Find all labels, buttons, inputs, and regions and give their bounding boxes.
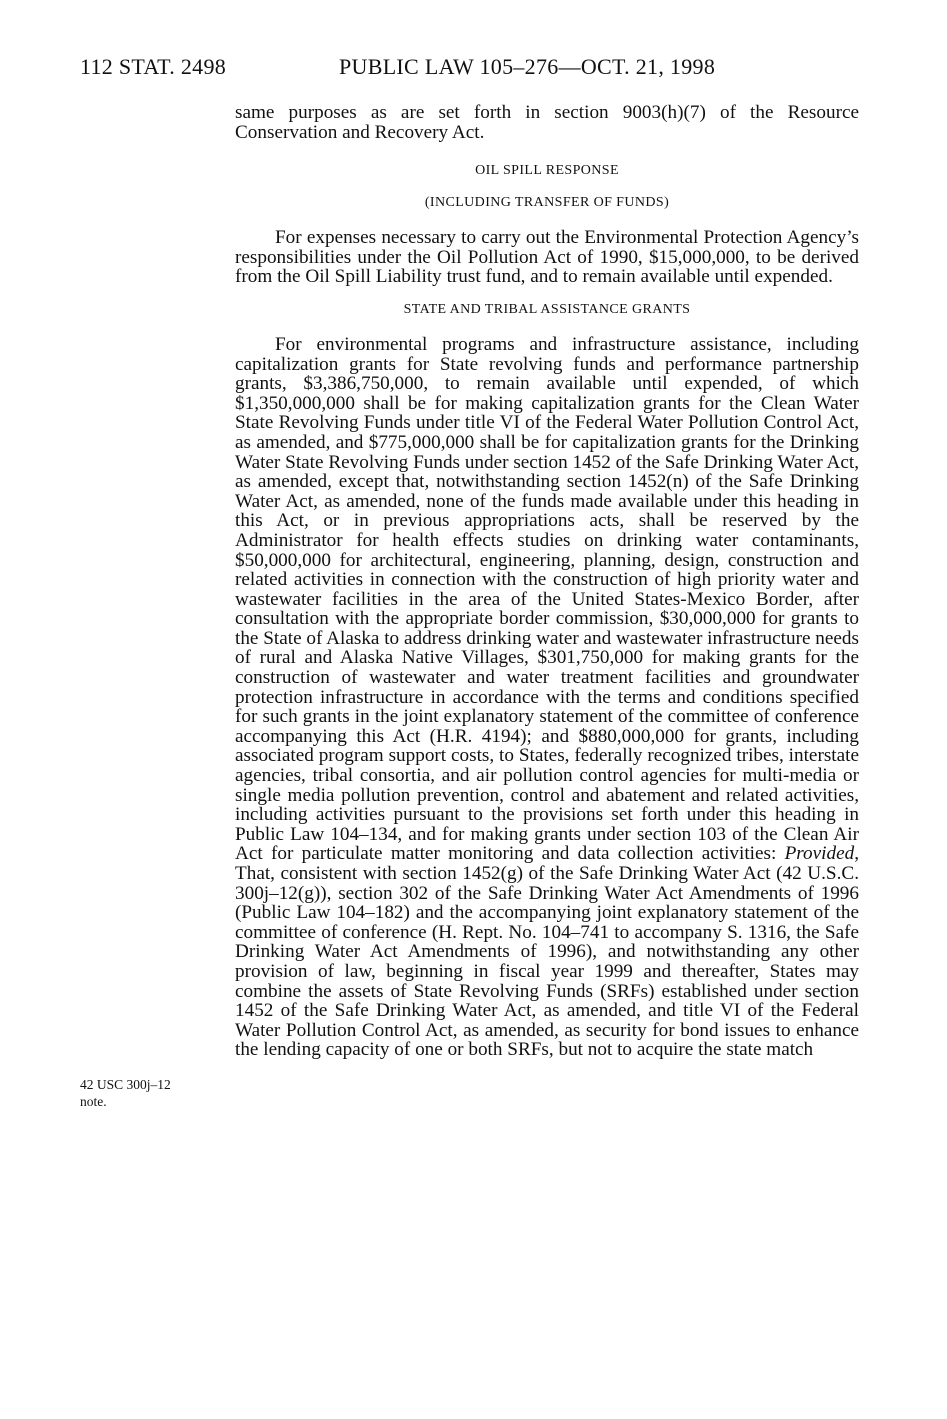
margin-note-citation: 42 USC 300j–12 — [80, 1077, 171, 1092]
provided-term: Provided — [784, 843, 855, 865]
margin-note — [80, 1076, 220, 1110]
oil-spill-heading: OIL SPILL RESPONSE — [475, 163, 619, 179]
continuation-paragraph: same purposes as are set forth in section 9003(h)(7) of the Resource Conservation and Recovery Act. — [235, 102, 859, 143]
stat-citation: 112 STAT. 2498 — [80, 54, 227, 79]
margin-note-label: note. — [80, 1094, 107, 1109]
state-tribal-heading: STATE AND TRIBAL ASSISTANCE GRANTS — [403, 301, 691, 317]
body-text-column — [235, 103, 859, 1060]
running-head: PUBLIC LAW 105–276—OCT. 21, 1998 — [339, 54, 716, 79]
state-tribal-text-part2: , That, consistent with section 1452(g) of the Safe Drinking Water Act (42 U.S.C. 300j–12(g)), section 302 of the Safe Drinking Water Act Amendments of 1996 (Public Law 104–182) and the accompanying joint explanatory statement of the committee of conference (H. Rept. No. 104–741 to accompany S. 1316, the Safe Drinking Water Act Amendments of 1996), and notwithstanding any other provision of law, beginning in fiscal year 1999 and thereafter, States may combine the assets of State Revolving Funds (SRFs) established under section 1452 of the Safe Drinking Water Act, as amended, and title VI of the Federal Water Pollution Control Act, as amended, as security for bond issues to enhance the lending capacity of one or both SRFs, but not to acquire the state match — [235, 843, 859, 1061]
page-header — [80, 54, 880, 88]
state-tribal-paragraph — [235, 335, 859, 1060]
oil-spill-paragraph: For expenses necessary to carry out the Environmental Protection Agency’s responsibilities under the Oil Pollution Act of 1990, $15,000,000, to be derived from the Oil Spill Liability trust fund, and to remain available until expended. — [235, 227, 859, 288]
oil-spill-subheading: (INCLUDING TRANSFER OF FUNDS) — [424, 195, 670, 211]
state-tribal-text-part1: For environmental programs and infrastructure assistance, including capitalization grants for State revolving funds and performance partnership grants, $3,386,750,000, to remain available until expended, of which $1,350,000,000 shall be for making capitalization grants for the Clean Water State Revolving Funds under title VI of the Federal Water Pollution Control Act, as amended, and $775,000,000 shall be for capitalization grants for the Drinking Water State Revolving Funds under section 1452 of the Safe Drinking Water Act, as amended, except that, notwithstanding section 1452(n) of the Safe Drinking Water Act, as amended, none of the funds made available under this heading in this Act, or in previous appropriations acts, shall be reserved by the Administrator for health effects studies on drinking water contaminants, $50,000,000 for architectural, engineering, planning, design, construction and related activities in connection with the construction of high priority water and wastewater facilities in the area of the United States-Mexico Border, after consultation with the appropriate border commission, $30,000,000 for grants to the State of Alaska to address drinking water and wastewater infrastructure needs of rural and Alaska Native Villages, $301,750,000 for making grants for the construction of wastewater and water treatment facilities and groundwater protection infrastructure in accordance with the terms and conditions specified for such grants in the joint explanatory statement of the committee of conference accompanying this Act (H.R. 4194); and $880,000,000 for grants, including associated program support costs, to States, federally recognized tribes, interstate agencies, tribal consortia, and air pollution control agencies for multi-media or single media pollution prevention, control and abatement and related activities, including activities pursuant to the provisions set forth under this heading in Public Law 104–134, and for making grants under section 103 of the Clean Air Act for particulate matter monitoring and data collection activities: — [235, 333, 859, 865]
